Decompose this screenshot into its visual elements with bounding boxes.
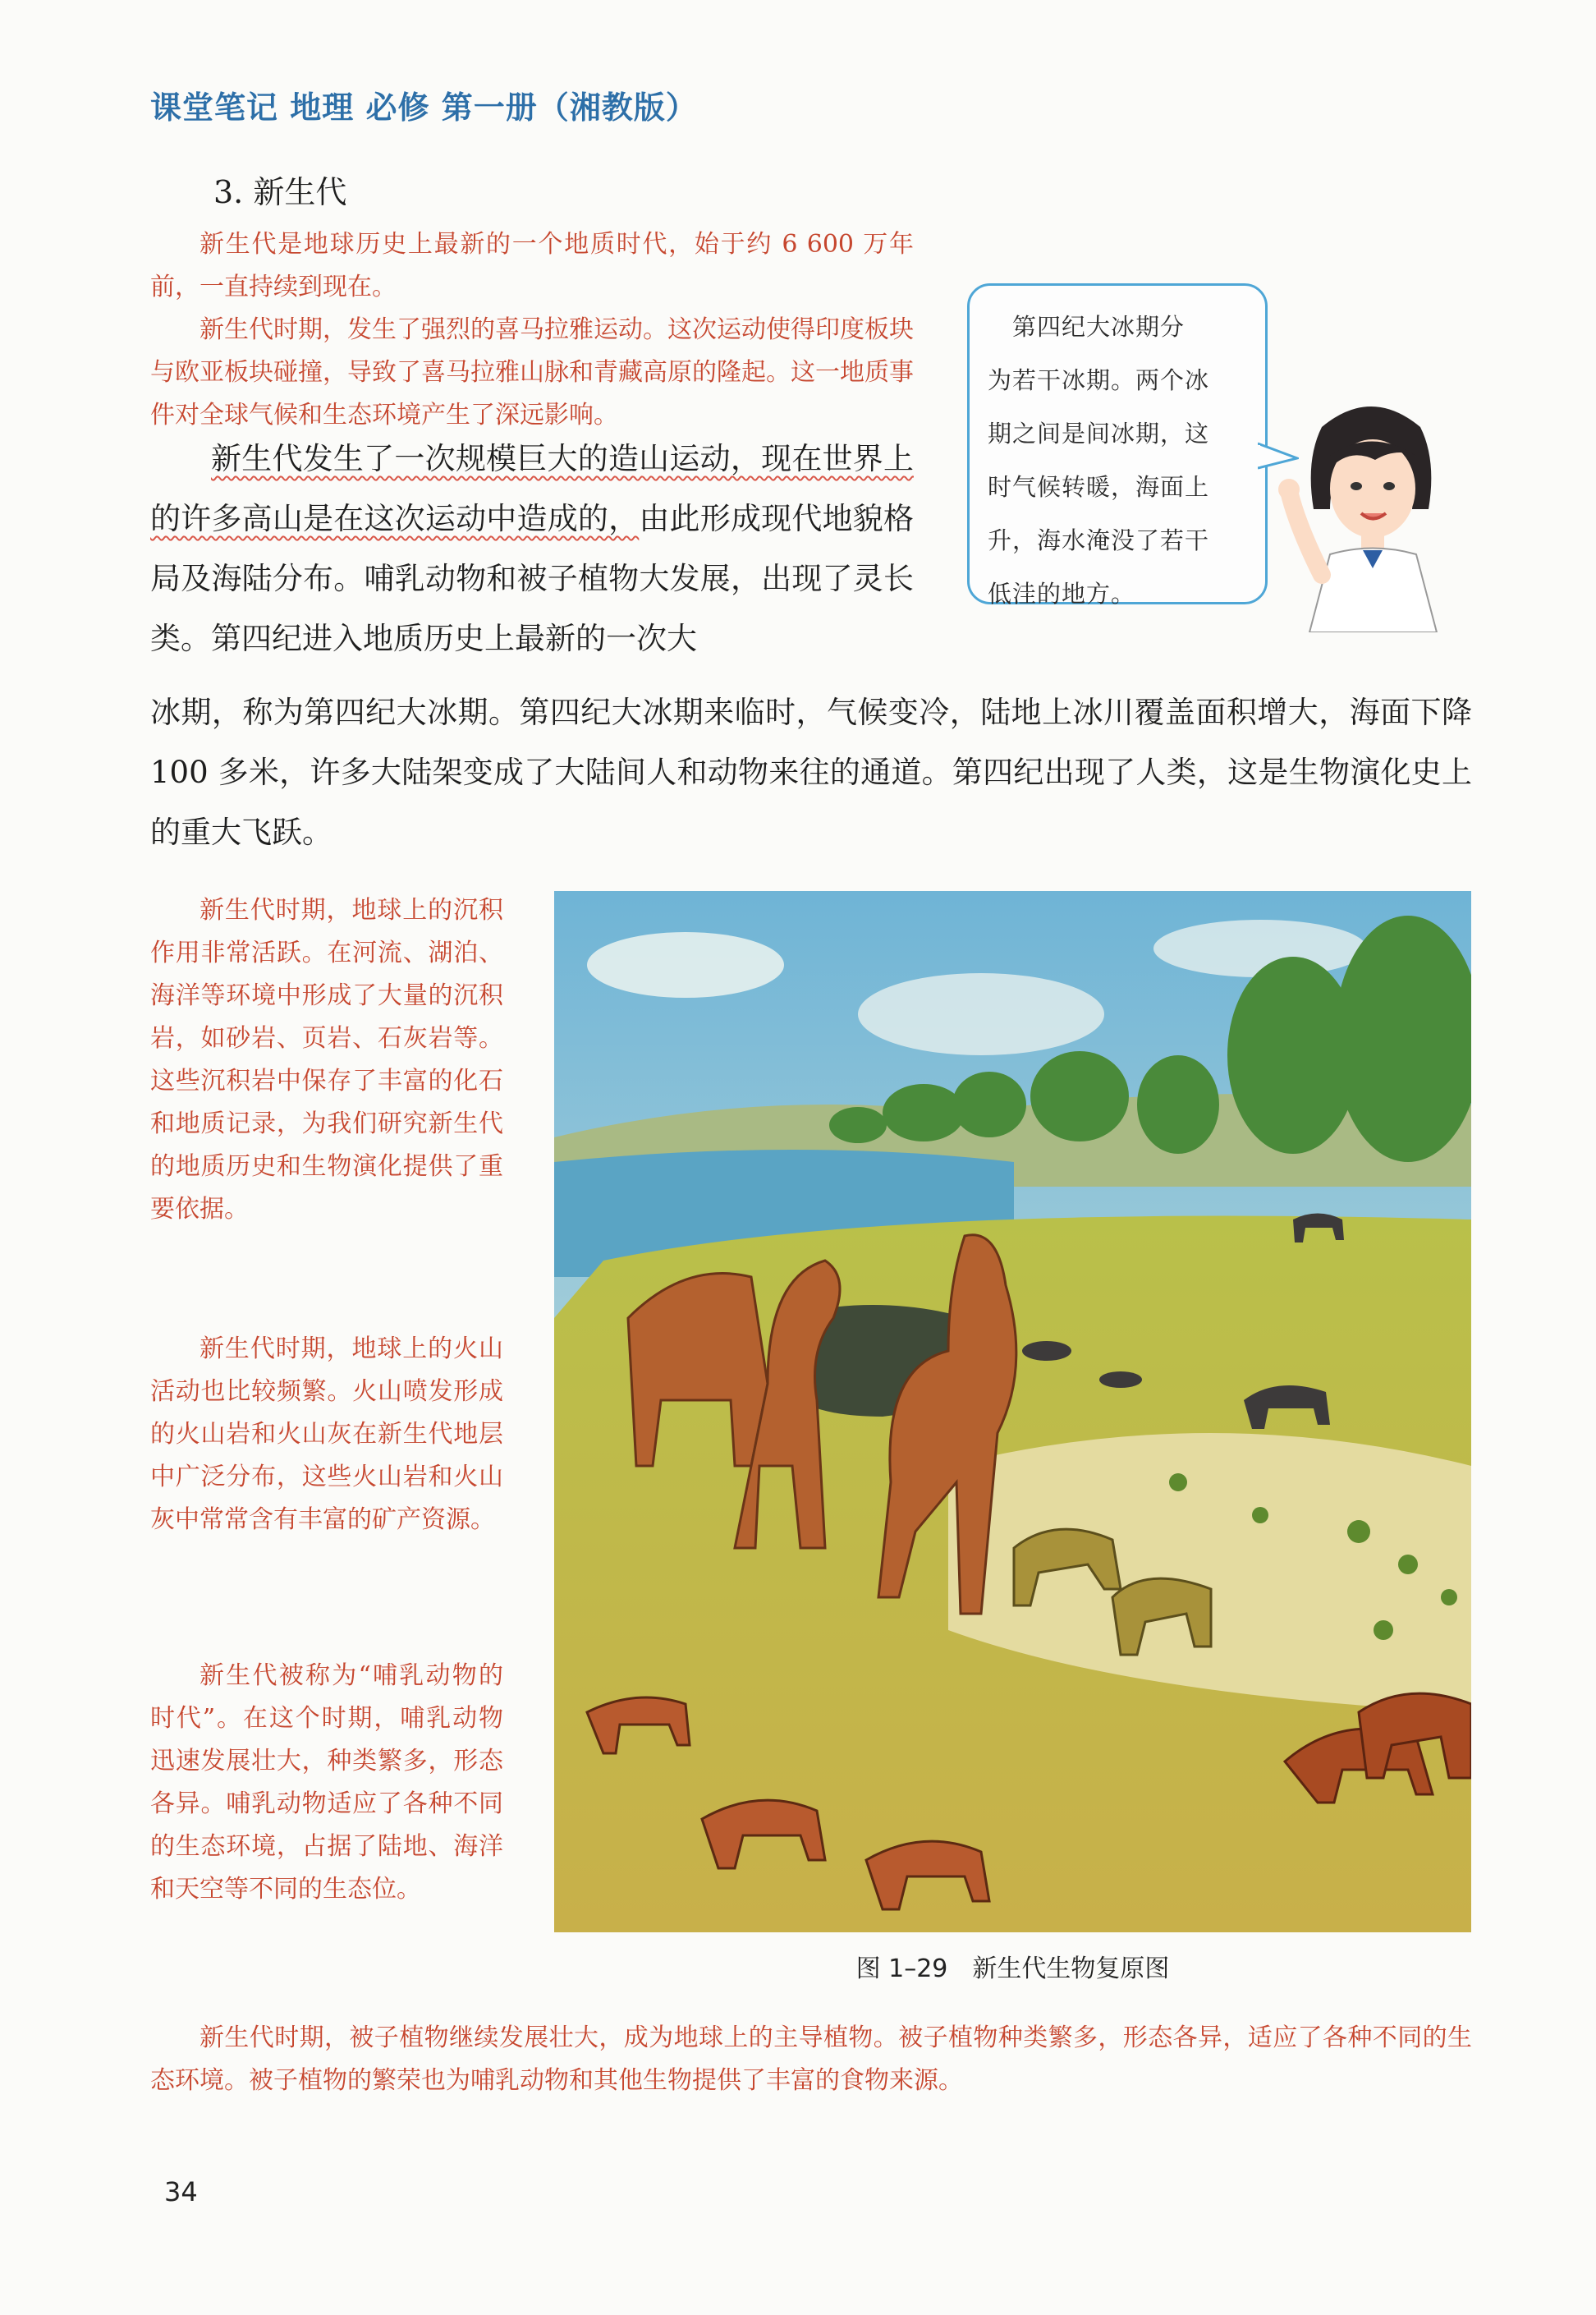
- speech-bubble-text: [988, 301, 1250, 621]
- note-bottom: [150, 2017, 1472, 2102]
- side-note-text: 新生代时期，地球上的火山活动也比较频繁。火山喷发形成的火山岩和火山灰在新生代地层中广泛分布，这些火山岩和火山灰中常常含有丰富的矿产资源。: [150, 1334, 503, 1534]
- teacher-girl-illustration: [1273, 394, 1470, 632]
- bubble-line: 时气候转暖，海面上: [988, 473, 1210, 501]
- note-top: [150, 223, 914, 437]
- figure-caption: 图 1–29 新生代生物复原图: [855, 1954, 1170, 1983]
- cenozoic-life-illustration: [554, 891, 1471, 1932]
- main-paragraph: [150, 429, 914, 668]
- section-title: 3. 新生代: [213, 174, 347, 210]
- side-note-sedimentation: [150, 889, 503, 1231]
- note-top-paragraph: 新生代时期，发生了强烈的喜马拉雅运动。这次运动使得印度板块与欧亚板块碰撞，导致了喜马拉雅山脉和青藏高原的隆起。这一地质事件对全球气候和生态环境产生了深远影响。: [150, 315, 914, 429]
- side-note-text: 新生代时期，地球上的沉积作用非常活跃。在河流、湖泊、海洋等环境中形成了大量的沉积岩，如砂岩、页岩、石灰岩等。这些沉积岩中保存了丰富的化石和地质记录，为我们研究新生代的地质历史和生物演化提供了重要依据。: [150, 896, 503, 1224]
- bubble-line: 为若干冰期。两个冰: [988, 366, 1210, 394]
- note-top-paragraph: 新生代是地球历史上最新的一个地质时代，始于约 6 600 万年前，一直持续到现在。: [150, 230, 914, 301]
- main-paragraph-text: 由此形成现代地貌格局及海陆分布。哺乳动物和被子植物大发展，出现了灵长类。第四纪进入地质历史上最新的一次大: [150, 501, 915, 656]
- bubble-line: 期之间是间冰期，这: [988, 420, 1210, 448]
- speech-bubble: [967, 283, 1268, 608]
- book-header: 课堂笔记 地理 必修 第一册（湘教版）: [150, 90, 698, 126]
- bubble-line: 升，海水淹没了若干: [988, 526, 1210, 554]
- page-number: 34: [164, 2176, 198, 2207]
- main-paragraph-continued: 冰期，称为第四纪大冰期。第四纪大冰期来临时，气候变冷，陆地上冰川覆盖面积增大，海面下降 100 多米，许多大陆架变成了大陆间人和动物来往的通道。第四纪出现了人类，这是生物演化史上的重大飞跃。: [150, 695, 1472, 850]
- underlined-text: 新生代发生了一次规模巨大的造山运动，现在世界上的许多高山是在这次运动中造成的，: [150, 441, 914, 536]
- bubble-line: 低洼的地方。: [988, 580, 1136, 608]
- note-bottom-text: 新生代时期，被子植物继续发展壮大，成为地球上的主导植物。被子植物种类繁多，形态各异，适应了各种不同的生态环境。被子植物的繁荣也为哺乳动物和其他生物提供了丰富的食物来源。: [150, 2023, 1472, 2095]
- side-note-mammals: [150, 1655, 503, 1911]
- side-note-text: 新生代被称为“哺乳动物的时代”。在这个时期，哺乳动物迅速发展壮大，种类繁多，形态各异。哺乳动物适应了各种不同的生态环境，占据了陆地、海洋和天空等不同的生态位。: [150, 1661, 503, 1904]
- side-note-volcanism: [150, 1328, 503, 1541]
- bubble-line: 第四纪大冰期分: [988, 313, 1186, 341]
